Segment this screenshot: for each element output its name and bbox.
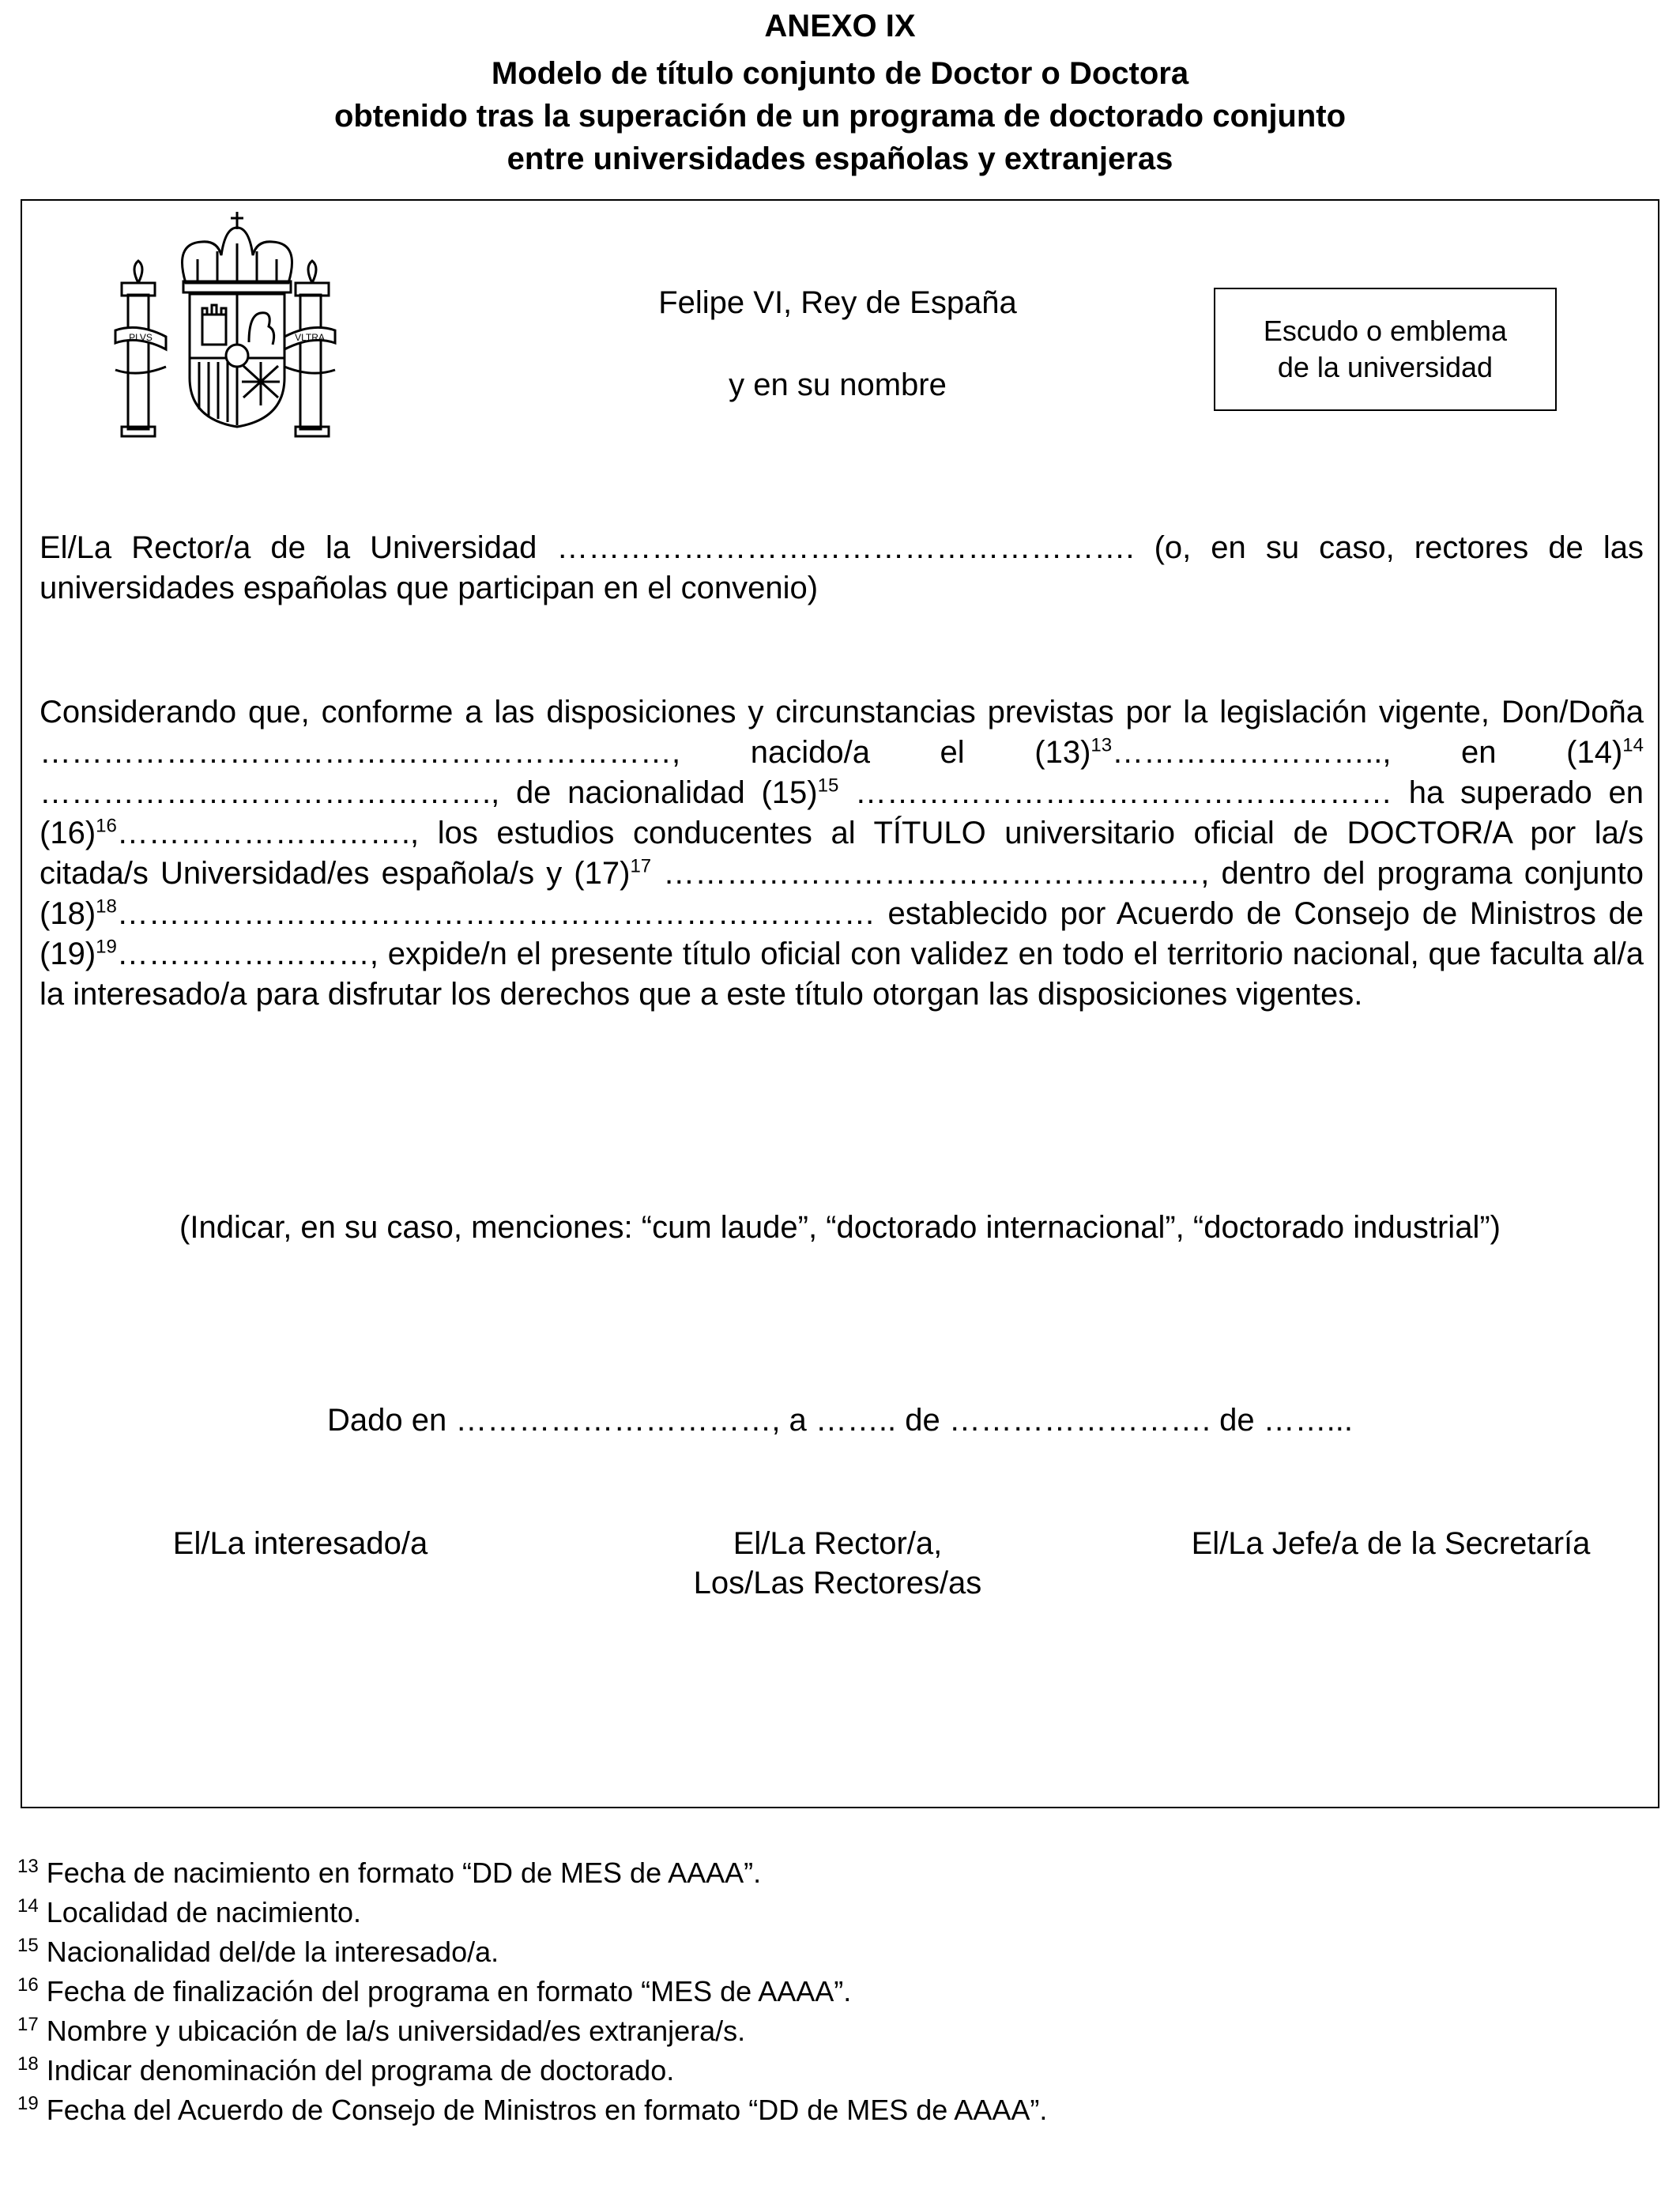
footnote-15: $^{15}$ Nacionalidad del/de la interesado/a. <box>17 1935 499 1968</box>
main-paragraph: Considerando que, conforme a las disposiciones y circunstancias previstas por la legislación vigente, Don/Doña ……………………………………………………, nacido/a el $(13)^{13}\dots\dots\dots\dots\dots\dots\dots\dots$.., en $(14)^{14}$ ……………………………………., de nacionalidad $(15)^{15}$ …………………………………………… ha superado en $(16)^{16}\dots\dots\dots\dots\dots\dots\dots\dots\dots$., los estudios conducentes al TÍTULO universitario oficial de DOCTOR/A por la/s citada/s Universidad/es española/s y $(17)^{17}$ ……………………………………………, dentro del programa conjunto $(18)^{18}\dots\dots\dots\dots\dots\dots\dots\dots\dots\dots\dots\dots\dots\dots\dots\dots\dots\dots\dots\dots\dots\dots\dots\dots$ establecido por Acuerdo de Consejo de Ministros de $(19)^{19}\dots\dots\dots\dots\dots\dots\dots\dots$, expide/n el presente título oficial con validez en todo el territorio nacional, que faculta al/a la interesado/a para disfrutar los derechos que a este título otorgan las disposiciones vigentes. <box>40 695 1644 1012</box>
rector-paragraph: El/La Rector/a de la Universidad ………………………………………………. (o, en su caso, rectores de las universidades españolas que participan en el convenio) <box>40 530 1644 605</box>
document-title-line-2: obtenido tras la superación de un programa de doctorado conjunto <box>333 99 1347 134</box>
signature-rector <box>616 1524 1059 1603</box>
signature-rector-line-1: El/La Rector/a, <box>733 1526 943 1561</box>
authority-line-2: y en su nombre <box>729 368 947 402</box>
signature-secretary: El/La Jefe/a de la Secretaría <box>1191 1526 1591 1561</box>
university-emblem-placeholder <box>1214 288 1557 411</box>
footnote-16: $^{16}$ Fecha de finalización del programa en formato “MES de AAAA”. <box>17 1974 852 2007</box>
footnote-13: $^{13}$ Fecha de nacimiento en formato “DD de MES de AAAA”. <box>17 1856 762 1889</box>
signature-interested: El/La interesado/a <box>172 1526 428 1561</box>
authority-line-1: Felipe VI, Rey de España <box>658 285 1017 320</box>
mentions-note: (Indicar, en su caso, menciones: “cum laude”, “doctorado internacional”, “doctorado industrial”) <box>179 1210 1501 1245</box>
footnote-18: $^{18}$ Indicar denominación del programa de doctorado. <box>17 2053 675 2087</box>
footnote-14: $^{14}$ Localidad de nacimiento. <box>17 1895 361 1928</box>
svg-text:VLTRA: VLTRA <box>295 332 325 343</box>
emblem-line-2: de la universidad <box>1277 351 1494 383</box>
date-line: Dado en …………………………, a …….. de ……………………. de ……... <box>326 1403 1354 1438</box>
document-title-line-1: Modelo de título conjunto de Doctor o Doctora <box>491 56 1189 91</box>
document-title-line-3: entre universidades españolas y extranjeras <box>507 141 1173 176</box>
footnote-19: $^{19}$ Fecha del Acuerdo de Consejo de Ministros en formato “DD de MES de AAAA”. <box>17 2093 1048 2126</box>
annex-title: ANEXO IX <box>764 9 916 43</box>
footnote-17: $^{17}$ Nombre y ubicación de la/s universidad/es extranjera/s. <box>17 2014 746 2047</box>
coat-of-arms-icon <box>111 212 340 441</box>
emblem-line-1: Escudo o emblema <box>1263 315 1508 347</box>
svg-text:PLVS: PLVS <box>129 332 153 343</box>
signature-rector-line-2: Los/Las Rectores/as <box>693 1566 982 1600</box>
